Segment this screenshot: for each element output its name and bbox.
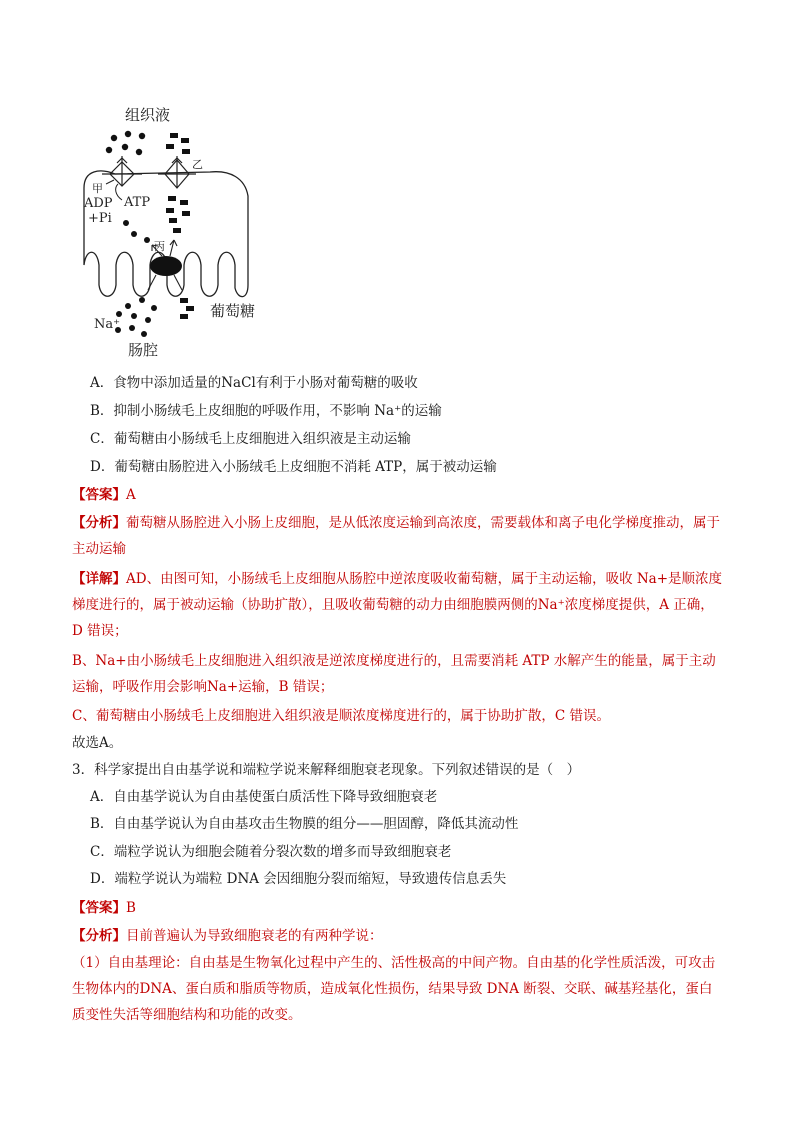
analysis-text: 葡萄糖从肠腔进入小肠上皮细胞，是从低浓度运输到高浓度，需要载体和离子电化学梯度推动，属于主动运输 [72,515,720,557]
cell-membrane [84,171,248,297]
q3-answer [72,895,136,921]
detail-ad-text: AD、由图可知，小肠绒毛上皮细胞从肠腔中逆浓度吸收葡萄糖，属于主动运输，吸收 Na+是顺浓度梯度进行的，属于被动运输（协助扩散），且吸收葡萄糖的动力由细胞膜两侧的Na⁺浓度梯度提供，A 正确，D 错误； [72,571,723,639]
label-atp: ATP [124,195,151,210]
q2-analysis [72,510,724,562]
na-dots-intracellular [123,220,150,243]
q3-option-d: D．端粒学说认为端粒 DNA 会因细胞分裂而缩短，导致遗传信息丢失 [90,871,507,887]
label-pi: +Pi [88,211,112,226]
glucose-squares-tissue-fluid [166,133,190,154]
label-na: Na⁺ [94,317,120,332]
label-bing: 丙 [154,240,165,253]
label-yi: 乙 [192,158,203,171]
q2-option-d: D．葡萄糖由肠腔进入小肠绒毛上皮细胞不消耗 ATP，属于被动运输 [90,459,497,475]
q3-analysis-item1: （1）自由基理论：自由基是生物氧化过程中产生的、活性极高的中间产物。自由基的化学性质活泼，可攻击生物体内的DNA、蛋白质和脂质等物质，造成氧化性损伤，结果导致 DNA 断裂、交联、碱基羟基化，蛋白质变性失活等细胞结构和功能的改变。 [72,955,716,1023]
q2-detail-c: C、葡萄糖由小肠绒毛上皮细胞进入组织液是顺浓度梯度进行的，属于协助扩散，C 错误。 [72,708,610,724]
cotransporter-bing [150,256,182,276]
transport-diagram [70,100,310,365]
q2-option-b: B．抑制小肠绒毛上皮细胞的呼吸作用，不影响 Na⁺的运输 [90,403,442,419]
glucose-squares-lumen [180,298,194,319]
analysis-text: 目前普遍认为导致细胞衰老的有两种学说： [126,928,383,944]
q3-analysis [72,923,383,949]
na-dots-tissue-fluid [106,131,145,155]
label-jia: 甲 [92,182,103,195]
q2-answer [72,482,136,508]
q2-option-a: A．食物中添加适量的NaCl有利于小肠对葡萄糖的吸收 [90,375,418,391]
analysis-label: 【分析】 [72,515,126,531]
glucose-squares-intracellular [166,196,190,233]
na-dots-lumen [115,297,157,337]
q3-option-a: A．自由基学说认为自由基使蛋白质活性下降导致细胞衰老 [90,789,438,805]
label-glucose: 葡萄糖 [210,302,256,320]
answer-label: 【答案】 [72,487,126,503]
label-tissue-fluid: 组织液 [125,106,171,124]
answer-label: 【答案】 [72,900,126,916]
label-lumen: 肠腔 [128,341,159,359]
answer-value: B [126,900,136,916]
label-adp: ADP [84,196,113,211]
detail-label: 【详解】 [72,571,126,587]
q2-conclusion: 故选A。 [72,735,123,751]
answer-value: A [126,487,136,503]
q3-option-c: C．端粒学说认为细胞会随着分裂次数的增多而导致细胞衰老 [90,844,452,860]
analysis-label: 【分析】 [72,928,126,944]
q2-option-c: C．葡萄糖由小肠绒毛上皮细胞进入组织液是主动运输 [90,431,411,447]
q3-stem: 3．科学家提出自由基学说和端粒学说来解释细胞衰老现象。下列叙述错误的是（ ） [72,762,581,778]
q3-option-b: B．自由基学说认为自由基攻击生物膜的组分——胆固醇，降低其流动性 [90,816,519,832]
q2-detail-b: B、Na+由小肠绒毛上皮细胞进入组织液是逆浓度梯度进行的，且需要消耗 ATP 水解产生的能量，属于主动运输，呼吸作用会影响Na+运输，B 错误； [72,653,716,695]
q2-detail-ad [72,566,724,644]
na-pump-jia [102,156,142,186]
